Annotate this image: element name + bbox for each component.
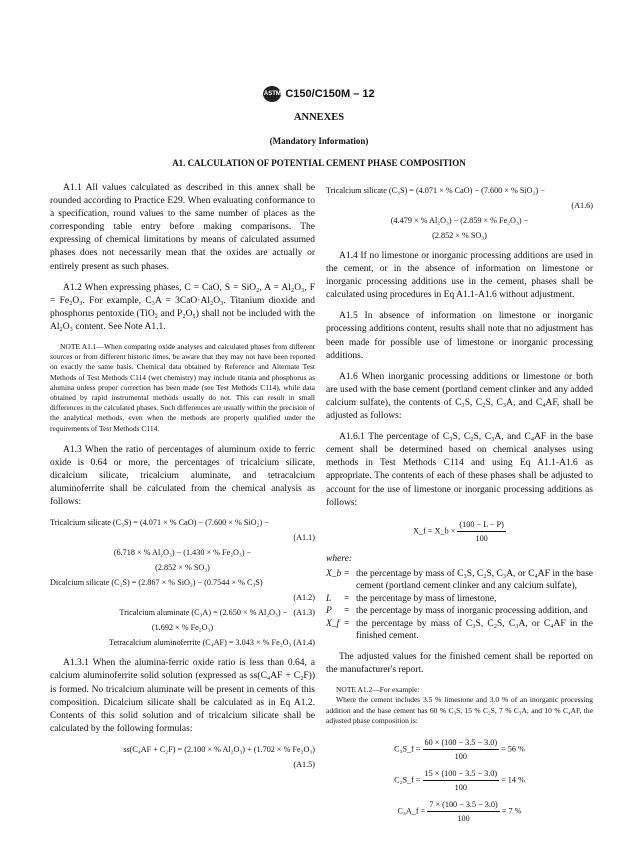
eq-number: (A1.4) [293, 638, 315, 648]
eq-a1-5-number [50, 759, 315, 771]
eq-a1-5-text: ss(C₄AF + C₂F) = (2.100 × % Al₂O₃) + (1.702 × % Fe₂O₃) [123, 744, 315, 754]
def-symbol: L [326, 593, 332, 604]
example-denominator: 100 [454, 752, 467, 762]
para-a1-4: A1.4 If no limestone or inorganic processing additions are used in the cement, or in the absence of information on limestone or inorganic processing additions use in the cement, phases shall be calculated using procedures in Eq A1.1-A1.6 without adjustment. [326, 251, 593, 301]
equation-a1-2 [50, 577, 315, 589]
para-a1-5: A1.5 In absence of information on limestone or inorganic processing additions content, results shall note that no adjustment has been made for possible use of limestone or inorganic processing additions. [326, 311, 593, 361]
example-fraction [423, 736, 500, 763]
eq-number: (A1.1) [293, 533, 315, 543]
standard-designation [0, 86, 638, 102]
example-numerator: 15 × (100 − 3.5 − 3.0) [423, 767, 500, 781]
eq-a1-3-line2: (1.692 × % Fe₂O₃) [151, 623, 214, 633]
section-heading: A1. CALCULATION OF POTENTIAL CEMENT PHASE COMPOSITION [172, 158, 466, 168]
eq-a1-1-line2: (6.718 × % Al₂O₃) − (1.430 × % Fe₂O₃) − [113, 548, 252, 558]
mandatory-heading: (Mandatory Information) [269, 136, 369, 146]
right-column [326, 182, 593, 830]
where-label: where: [326, 553, 353, 564]
def-symbol: X_b [326, 568, 342, 579]
eq-a1-6-line1: Tricalcium silicate (C₃S) = (4.071 × % CaO) − (7.600 × % SiO₂) − [326, 186, 545, 195]
eq-a1-3-text: Tricalcium aluminate (C₃A) = (2.650 × % Al₂O₃) − [119, 608, 288, 618]
equation-a1-6 [326, 185, 593, 197]
eq-a1-6-line2: (4.479 × % Al₂O₃) − (2.859 × % Fe₂O₃) − [390, 216, 529, 225]
para-a1-2: A1.2 When expressing phases, C = CaO, S = SiO₂, A = Al₂O₃, F = Fe₂O₃. For example, C₃A = 3CaO·Al₂O₃. Titanium dioxide and phosphorus pentoxide (TiO₂ and P₂O₅) shall not be included with the Al₂O₃ content. See Note A1.1. [50, 282, 315, 332]
equation-a1-3 [50, 607, 315, 619]
para-adjusted-values: The adjusted values for the finished cement shall be reported on the manufacturer's report. [326, 651, 593, 676]
example-c2s [326, 767, 593, 794]
equation-a1-4 [50, 637, 315, 649]
eq-adjust-denominator: 100 [475, 533, 488, 543]
annexes-heading: ANNEXES [293, 112, 345, 123]
eq-a1-1-line3: (2.852 × % SO₃) [155, 563, 210, 573]
example-numerator: 7 × (100 − 3.5 − 3.0) [427, 798, 499, 812]
definition-row: X_f = the percentage by mass of C₃S, C₂S, C₃A, or C₄AF in the finished cement. [326, 618, 593, 642]
designation-text: C150/C150M – 12 [285, 87, 375, 100]
eq-adjust-fraction [457, 518, 505, 545]
eq-a1-4-text: Tetracalcium aluminoferrite (C₄AF) = 3.043 × % Fe₂O₃ [109, 638, 292, 648]
example-numerator: 60 × (100 − 3.5 − 3.0) [423, 736, 500, 750]
eq-a1-2-text: Dicalcium silicate (C₂S) = (2.867 × % SiO₂) − (0.7544 × % C₃S) [50, 578, 263, 588]
example-c3a [326, 798, 593, 825]
def-symbol: X_f [326, 618, 340, 629]
note-a1-2-body: Where the cement includes 3.5 % limestone and 3.0 % of an inorganic processing addition and the base cement has 60 % C₃S, 15 % C₂S, 7 % C₃A, and 10 % C₄AF, the adjusted phase composition is: [326, 695, 593, 725]
eq-adjust-lhs: X_f = X_b × [413, 526, 456, 536]
eq-number: (A1.6) [571, 201, 593, 210]
para-a1-6-1: A1.6.1 The percentage of C₃S, C₂S, C₃A, and C₄AF in the base cement shall be determined based on chemical analyses using methods in Test Methods C114 and using Eq A1.1-A1.6 as appropriate. The contents of each of these phases shall be adjusted to account for the use of limestone or inorganic processing additions as follows: [326, 432, 593, 508]
example-result: = 14 % [501, 775, 525, 785]
note-a1-2-title: NOTE A1.2—For example: [336, 685, 420, 695]
def-text: the percentage by mass of limestone, [356, 593, 497, 604]
example-result: = 7 % [501, 806, 522, 816]
def-text: the percentage by mass of C₃S, C₂S, C₃A, or C₄AF in the finished cement. [356, 618, 593, 642]
example-lhs: C₂S_f = [394, 775, 421, 785]
eq-a1-1-line1: Tricalcium silicate (C₃S) = (4.071 × % CaO) − (7.600 × % SiO₂) − [50, 518, 269, 528]
example-fraction [423, 767, 500, 794]
def-text: the percentage by mass of inorganic processing addition, and [356, 606, 588, 617]
para-a1-3: A1.3 When the ratio of percentages of aluminum oxide to ferric oxide is 0.64 or more, the percentages of tricalcium silicate, dicalcium silicate, tricalcium aluminate, and tetracalcium aluminoferrite shall be calculated from the chemical analysis as follows: [50, 444, 315, 508]
eq-adjust-numerator: (100 − L − P) [457, 518, 505, 532]
definition-row: L = the percentage by mass of limestone, [326, 593, 593, 606]
astm-logo: ASTM [263, 86, 281, 102]
eq-number: (A1.3) [293, 608, 315, 618]
def-symbol: P [326, 606, 332, 617]
example-lhs: C₃A_f = [397, 806, 426, 816]
example-fraction [427, 798, 499, 825]
para-a1-1: A1.1 All values calculated as described in this annex shall be rounded according to Practice E29. When evaluating conformance to a specification, round values to the same number of places as the corresponding table entry before making comparisons. The expressing of chemical limitations by means of calculated assumed phases does not necessarily mean that the oxides are actually or entirely present as such phases. [50, 183, 315, 272]
eq-number: (A1.2) [293, 593, 315, 603]
example-denominator: 100 [454, 783, 467, 793]
equation-a1-1 [50, 517, 315, 529]
variable-definitions [326, 568, 593, 643]
definition-row: P = the percentage by mass of inorganic processing addition, and [326, 605, 593, 618]
equation-adjustment [326, 518, 593, 545]
eq-a1-1-number [50, 532, 315, 544]
def-text: the percentage by mass of C₃S, C₂S, C₃A, or C₄AF in the base cement (portland cement clinker and any calcium sulfate), [356, 568, 593, 592]
eq-a1-6-number [326, 200, 593, 212]
equation-a1-5 [50, 744, 315, 756]
example-c3s [326, 736, 593, 763]
definition-row: X_b = the percentage by mass of C₃S, C₂S, C₃A, or C₄AF in the base cement (portland cement clinker and any calcium sulfate), [326, 568, 593, 592]
para-a1-3-1: A1.3.1 When the alumina-ferric oxide ratio is less than 0.64, a calcium aluminoferrite solid solution (expressed as ss(C₄AF + C₂F)) is formed. No tricalcium aluminate will be present in cements of this composition. Dicalcium silicate shall be calculated as in Eq A1.2. Contents of this solid solution and of tricalcium silicate shall be calculated by the following formulas: [50, 658, 315, 734]
example-result: = 56 % [501, 744, 525, 754]
example-denominator: 100 [457, 814, 470, 824]
note-a1-1: NOTE A1.1—When comparing oxide analyses and calculated phases from different sources or from different historic times, be aware that they may not have been reported on exactly the same basis. Chemical data obtained by Reference and Alternate Test Methods of Test Methods C114 (wet chemistry) may include titania and phosphorus as alumina unless proper correction has been made (see Test Methods C114), while data obtained by rapid instrumental methods usually do not. This can result in small differences in the calculated phases. Such differences are usually within the precision of the analytical methods, even when the methods are properly qualified under the requirements of Test Methods C114. [50, 342, 315, 433]
left-column [50, 182, 315, 774]
example-lhs: C₃S_f = [394, 744, 421, 754]
eq-number: (A1.5) [293, 759, 315, 769]
para-a1-6: A1.6 When inorganic processing additions or limestone or both are used with the base cement (portland cement clinker and any added calcium sulfate), the contents of C₃S, C₂S, C₃A, and C₄AF, shall be adjusted as follows: [326, 371, 593, 422]
eq-a1-2-number [50, 592, 315, 604]
eq-a1-6-line3: (2.852 × % SO₃) [432, 231, 487, 240]
